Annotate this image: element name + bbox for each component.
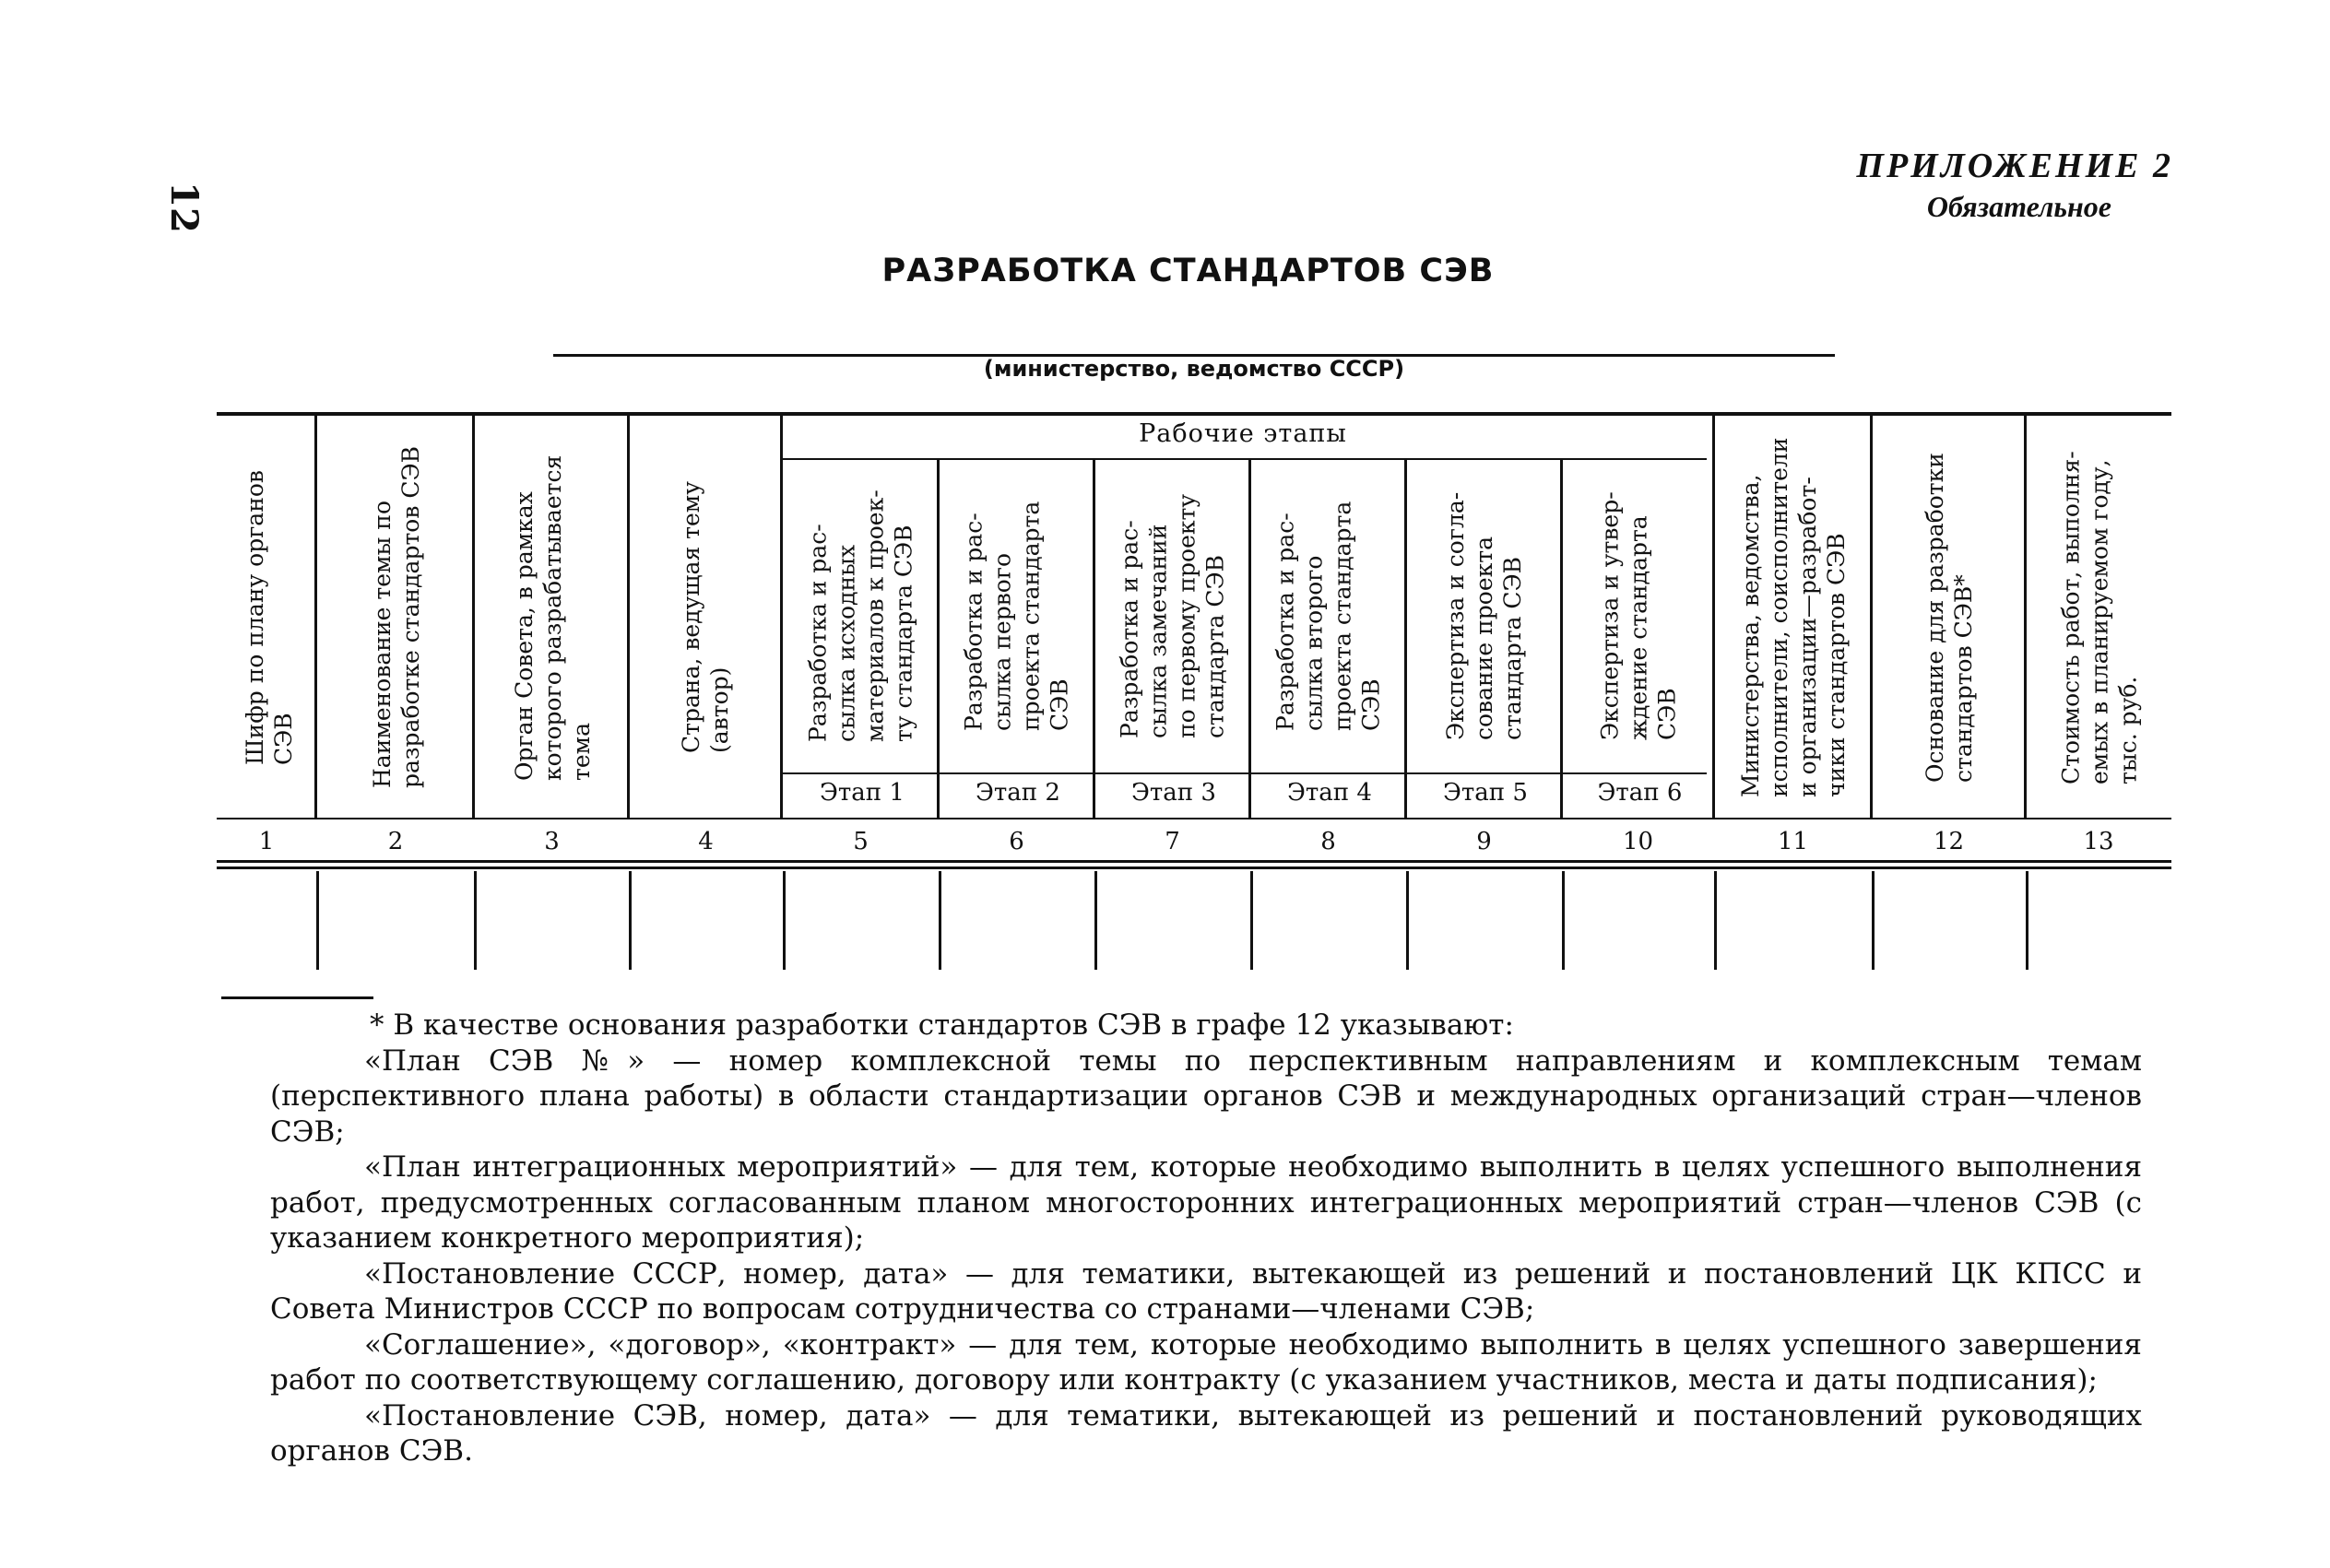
footnote-paragraph: «Соглашение», «договор», «контракт» — для тем, которые необходимо выполнить в целях успешного завершения работ по соответствующему соглашению, договору или контракту (с указанием участников, места и даты подписания); <box>270 1327 2142 1397</box>
table-top-rule <box>217 412 2171 416</box>
col-10-header: Экспертиза и утвер- ждение стандарта СЭВ <box>1596 491 1681 740</box>
col-4-number: 4 <box>698 828 714 855</box>
footnote-paragraph: * В качестве основания разработки стандартов СЭВ в графе 12 указывают: <box>370 1008 1514 1042</box>
col-divider <box>1248 459 1251 818</box>
col-5-number: 5 <box>853 828 869 855</box>
col-8-number: 8 <box>1320 828 1336 855</box>
footnote-paragraph: «План СЭВ №» — номер комплексной темы по перспективным направлениям и комплексным темам (перспективного плана работы) в области стандартизации органов СЭВ и международных организаций стран—членов СЭВ; <box>270 1043 2142 1149</box>
column-number-rule <box>217 818 2171 819</box>
row-divider <box>783 871 786 970</box>
document-title: РАЗРАБОТКА СТАНДАРТОВ СЭВ <box>881 253 1495 289</box>
col-8-header: Разработка и рас- сылка второго проекта стандарта СЭВ <box>1271 501 1385 731</box>
footnote <box>270 1008 2142 1469</box>
col-divider <box>314 414 317 818</box>
col-13-number: 13 <box>2083 828 2114 855</box>
ministry-caption: (министерство, ведомство СССР) <box>983 356 1405 382</box>
col-divider <box>1712 414 1715 818</box>
col-9-header: Экспертиза и согла- сование проекта стандарта СЭВ <box>1442 491 1526 740</box>
col-9-number: 9 <box>1476 828 1492 855</box>
col-divider <box>1870 414 1873 818</box>
footnote-paragraph: «Постановление СЭВ, номер, дата» — для тематики, вытекающей из решений и постановлений руководящих органов СЭВ. <box>270 1398 2142 1468</box>
col-1-header: Шифр по плану органов СЭВ <box>242 470 297 765</box>
col-1-number: 1 <box>258 828 275 855</box>
row-divider <box>1250 871 1253 970</box>
col-2-header: Наименование темы по разработке стандартов СЭВ <box>369 446 424 789</box>
group-header-rule <box>782 458 1707 460</box>
row-divider <box>1872 871 1875 970</box>
col-divider <box>627 414 630 818</box>
col-divider <box>472 414 475 818</box>
footnote-paragraph: «План интеграционных мероприятий» — для тем, которые необходимо выполнить в целях успешного выполнения работ, предусмотренных согласованным планом многосторонних интеграционных мероприятий стран—членов СЭВ (с указанием конкретного мероприятия); <box>270 1150 2142 1255</box>
col-4-header: Страна, ведущая тему (автор) <box>678 481 733 754</box>
row-divider <box>316 871 319 970</box>
stage-3-label: Этап 3 <box>1131 779 1216 807</box>
table-double-rule-bottom <box>217 867 2171 869</box>
col-3-header: Орган Совета, в рамках которого разрабатывается тема <box>511 454 595 781</box>
col-11-header: Министерства, ведомства, исполнители, соисполнители и организации—разработ- чики стандартов СЭВ <box>1737 437 1850 798</box>
col-divider <box>1404 459 1407 818</box>
stage-4-label: Этап 4 <box>1287 779 1372 807</box>
col-7-number: 7 <box>1165 828 1180 855</box>
stage-1-label: Этап 1 <box>820 779 905 807</box>
col-6-number: 6 <box>1009 828 1024 855</box>
col-divider <box>780 414 783 818</box>
col-13-header: Стоимость работ, выполня- емых в планируемом году, тыс. руб. <box>2057 451 2142 784</box>
stage-5-label: Этап 5 <box>1443 779 1528 807</box>
col-divider <box>937 459 940 818</box>
col-5-header: Разработка и рас- сылка исходных материалов к проек- ту стандарта СЭВ <box>804 489 917 742</box>
col-divider <box>1560 459 1563 818</box>
footnote-rule <box>221 996 373 999</box>
footnote-paragraph: «Постановление СССР, номер, дата» — для тематики, вытекающей из решений и постановлений ЦК КПСС и Совета Министров СССР по вопросам сотрудничества со странами—членами СЭВ; <box>270 1256 2142 1326</box>
col-7-header: Разработка и рас- сылка замечаний по первому проекту стандарта СЭВ <box>1116 493 1229 738</box>
row-divider <box>1714 871 1717 970</box>
working-stages-header: Рабочие этапы <box>1139 419 1347 448</box>
col-6-header: Разработка и рас- сылка первого проекта стандарта СЭВ <box>960 501 1073 731</box>
row-divider <box>1562 871 1565 970</box>
col-10-number: 10 <box>1622 828 1654 855</box>
stage-2-label: Этап 2 <box>976 779 1060 807</box>
col-2-number: 2 <box>387 828 404 855</box>
col-12-header: Основание для разработки стандартов СЭВ* <box>1922 453 1977 783</box>
row-divider <box>474 871 477 970</box>
appendix-subtitle: Обязательное <box>1926 190 2111 223</box>
appendix-title: ПРИЛОЖЕНИЕ 2 <box>1856 147 2173 185</box>
col-3-number: 3 <box>544 828 560 855</box>
stage-row-rule <box>782 772 1707 774</box>
row-divider <box>1094 871 1097 970</box>
row-divider <box>2026 871 2028 970</box>
col-12-number: 12 <box>1933 828 1965 855</box>
col-divider <box>2024 414 2027 818</box>
row-divider <box>939 871 941 970</box>
col-11-number: 11 <box>1777 828 1809 855</box>
row-divider <box>1406 871 1409 970</box>
stage-6-label: Этап 6 <box>1597 779 1683 807</box>
page-number: 12 <box>162 182 207 233</box>
row-divider <box>629 871 632 970</box>
col-divider <box>1093 459 1095 818</box>
